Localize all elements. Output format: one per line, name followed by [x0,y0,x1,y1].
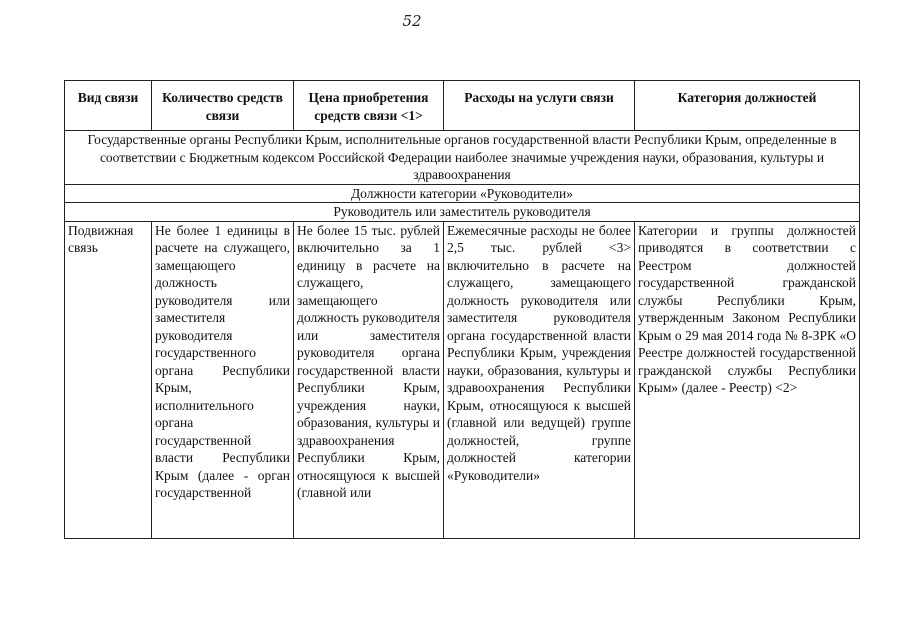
header-position-category: Категория должностей [635,81,860,131]
organizations-row [65,131,860,185]
expenses-norms-table [64,80,860,539]
header-expenses: Расходы на услуги связи [444,81,635,131]
header-price: Цена приобретения средств связи <1> [294,81,444,131]
page-number: 52 [402,12,422,30]
cell-connection-type: Подвижная связь [65,221,152,538]
organizations-cell: Государственные органы Республики Крым, исполнительные органов государственной власти Республики Крым, определенные в соответствии с Бюджетным кодексом Российской Федерации наиболее значимые учреждения науки, образования, культуры и здравоохранения [65,131,860,185]
cell-position-category: Категории и группы должностей приводятся в соответствии с Реестром должностей государственной гражданской службы Республики Крым, утвержденным Законом Республики Крым о 29 мая 2014 года № 8-ЗРК «О Реестре должностей государственной гражданской службы Республики Крым» (далее - Реестр) <2> [635,221,860,538]
table-row [65,221,860,538]
cell-quantity: Не более 1 единицы в расчете на служащего, замещающего должность руководителя или заместителя руководителя государственного органа Республики Крым, исполнительного органа государственной власти Республики Крым (далее - орган государственной [152,221,294,538]
cell-price: Не более 15 тыс. рублей включительно за 1 единицу в расчете на служащего, замещающего должность руководителя или заместителя руководителя органа государственной власти Республики Крым, учреждения науки, образования, культуры и здравоохранения Республики Крым, относящуюся к высшей (главной или [294,221,444,538]
cell-expenses: Ежемесячные расходы не более 2,5 тыс. рублей <3> включительно в расчете на служащего, замещающего должность руководителя или заместителя руководителя органа государственной власти Республики Крым, учреждения науки, образования, культуры и здравоохранения Республики Крым, относящуюся к высшей (главной или ведущей) группе должностей, группе должностей категории «Руководители» [444,221,635,538]
category-cell: Должности категории «Руководители» [65,184,860,203]
header-quantity: Количество средств связи [152,81,294,131]
position-row [65,203,860,222]
position-cell: Руководитель или заместитель руководителя [65,203,860,222]
category-row [65,184,860,203]
table-header-row [65,81,860,131]
header-connection-type: Вид связи [65,81,152,131]
